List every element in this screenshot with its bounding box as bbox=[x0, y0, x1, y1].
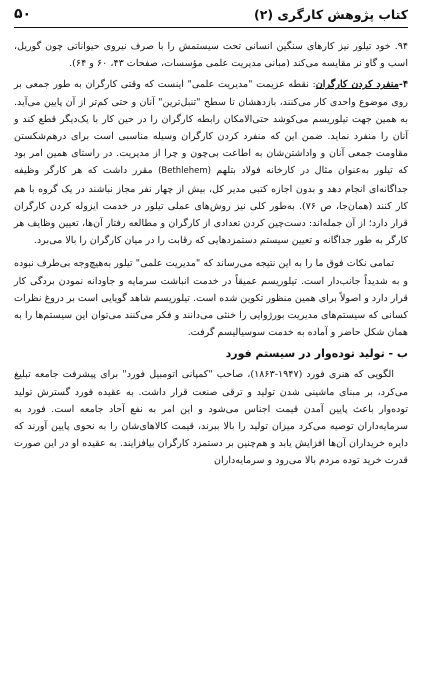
section-4-text-continued: مقرر داشت که هر کارگر وظیفه جداگانه‌ای انجام دهد و بدون اجازه کتبی مدیر کل، بیش از چهار نفر مجاز نباشند در یک گروه با هم کار کنند (همان‌جا، ص ۷۶). به‌طور کلی نیز روش‌های عملی تیلور در خدمت ایزوله کردن کارگران قرار دارد؛ از آن جمله‌اند: دست‌چین کردن تعدادی از کارگران و مطالعه رفتار آن‌ها، تعیین وظایف هر کارگر به طور جداگانه و تعیین سیستم دستمزدهایی که رقابت را در میان کارگران را بالا می‌برد. bbox=[14, 165, 408, 247]
header-rule bbox=[14, 27, 408, 28]
section-b-heading: ب - تولید توده‌وار در سیستم فورد bbox=[225, 347, 408, 361]
section-4-number: ۴- bbox=[398, 79, 408, 91]
page-number: ۵۰ bbox=[14, 6, 32, 22]
conclusion-paragraph: تمامی نکات فوق ما را به این نتیجه می‌رساند که "مدیریت علمی" تیلور به‌هیچ‌وجه بی‌طرف نبوده و به شدیداً جانب‌دار است. تیلوریسم عمیقاً در خدمت انباشت سرمایه و جاودانه نمودن بردگی کار قرار دارد و اصولاً برای همین منظور تکوین شده است. تیلوریسم شاهد گویایی است بر دروغ نظرات کسانی که سیستم‌های مدیریت بورژوایی را خنثی می‌دانند و فکر می‌کنند می‌توان این سیستم‌ها را به همان شکل حاضر و آماده به خدمت سوسیالیسم گرفت. bbox=[14, 258, 408, 339]
footnote-94: ۹۴. خود تیلور نیز کارهای سنگین انسانی تحت سیستمش را با صرف نیروی حیواناتی چون گوریل، اسب و گاو نر مقایسه می‌کند (مبانی مدیریت علمی مؤسسات، صفحات ۴۳، ۶۰ و ۶۴). bbox=[14, 41, 408, 70]
section-4-title: منفرد کردن کارگران bbox=[315, 79, 399, 91]
book-title: کتاب پژوهش کارگری (۲) bbox=[254, 7, 408, 22]
section-4-paragraph bbox=[14, 76, 408, 249]
page-header bbox=[14, 6, 408, 25]
section-4-text: : نقطه عزیمت "مدیریت علمی" اینست که وقتی کارگران به طور جمعی بر روی موضوع واحدی کار می‌کنند، بازدهشان تا سطح "تنبل‌ترین" آنان و حتی کم‌تر از آن پایین می‌آید. به همین جهت تیلوریسم می‌کوشد حتی‌الامکان رابطه کارگران را در حین کار با یک‌دیگر قطع کند و آنان را منفرد نماید. ضمن این که منفرد کردن کارگران وسیله مناسبی است برای درهم‌شکستن مقاومت جمعی آنان و واداشتن‌شان به اطاعت بی‌چون و چرا از مدیریت. در راستای همین امر بود که تیلور به‌عنوان مثال در کارخانه فولاد بتلهم bbox=[14, 79, 408, 177]
ford-paragraph: الگویی که هنری فورد (۱۹۴۷-۱۸۶۳)، صاحب "کمپانی اتومبیل فورد" برای پیشرفت جامعه تبلیغ می‌کرد، بر مبنای ماشینی شدن تولید و ترقی صنعت قرار داشت. به عقیده فورد گسترش تولید توده‌وار باعث پایین آمدن قیمت اجناس می‌شود و این امر به نفع آحاد جامعه است. فورد به سرمایه‌داران توصیه می‌کرد میزان تولید را بالا ببرند، قیمت کالاهای‌شان را به نحوی پایین آورند که دایره خریداران آن‌ها افزایش یابد و هم‌چنین بر دستمزد کارگران بیافزایند. به عقیده او در این صورت قدرت خرید توده مردم بالا می‌رود و سرمایه‌داران bbox=[14, 369, 408, 467]
bethlehem-name: (Bethlehem) bbox=[158, 166, 211, 177]
